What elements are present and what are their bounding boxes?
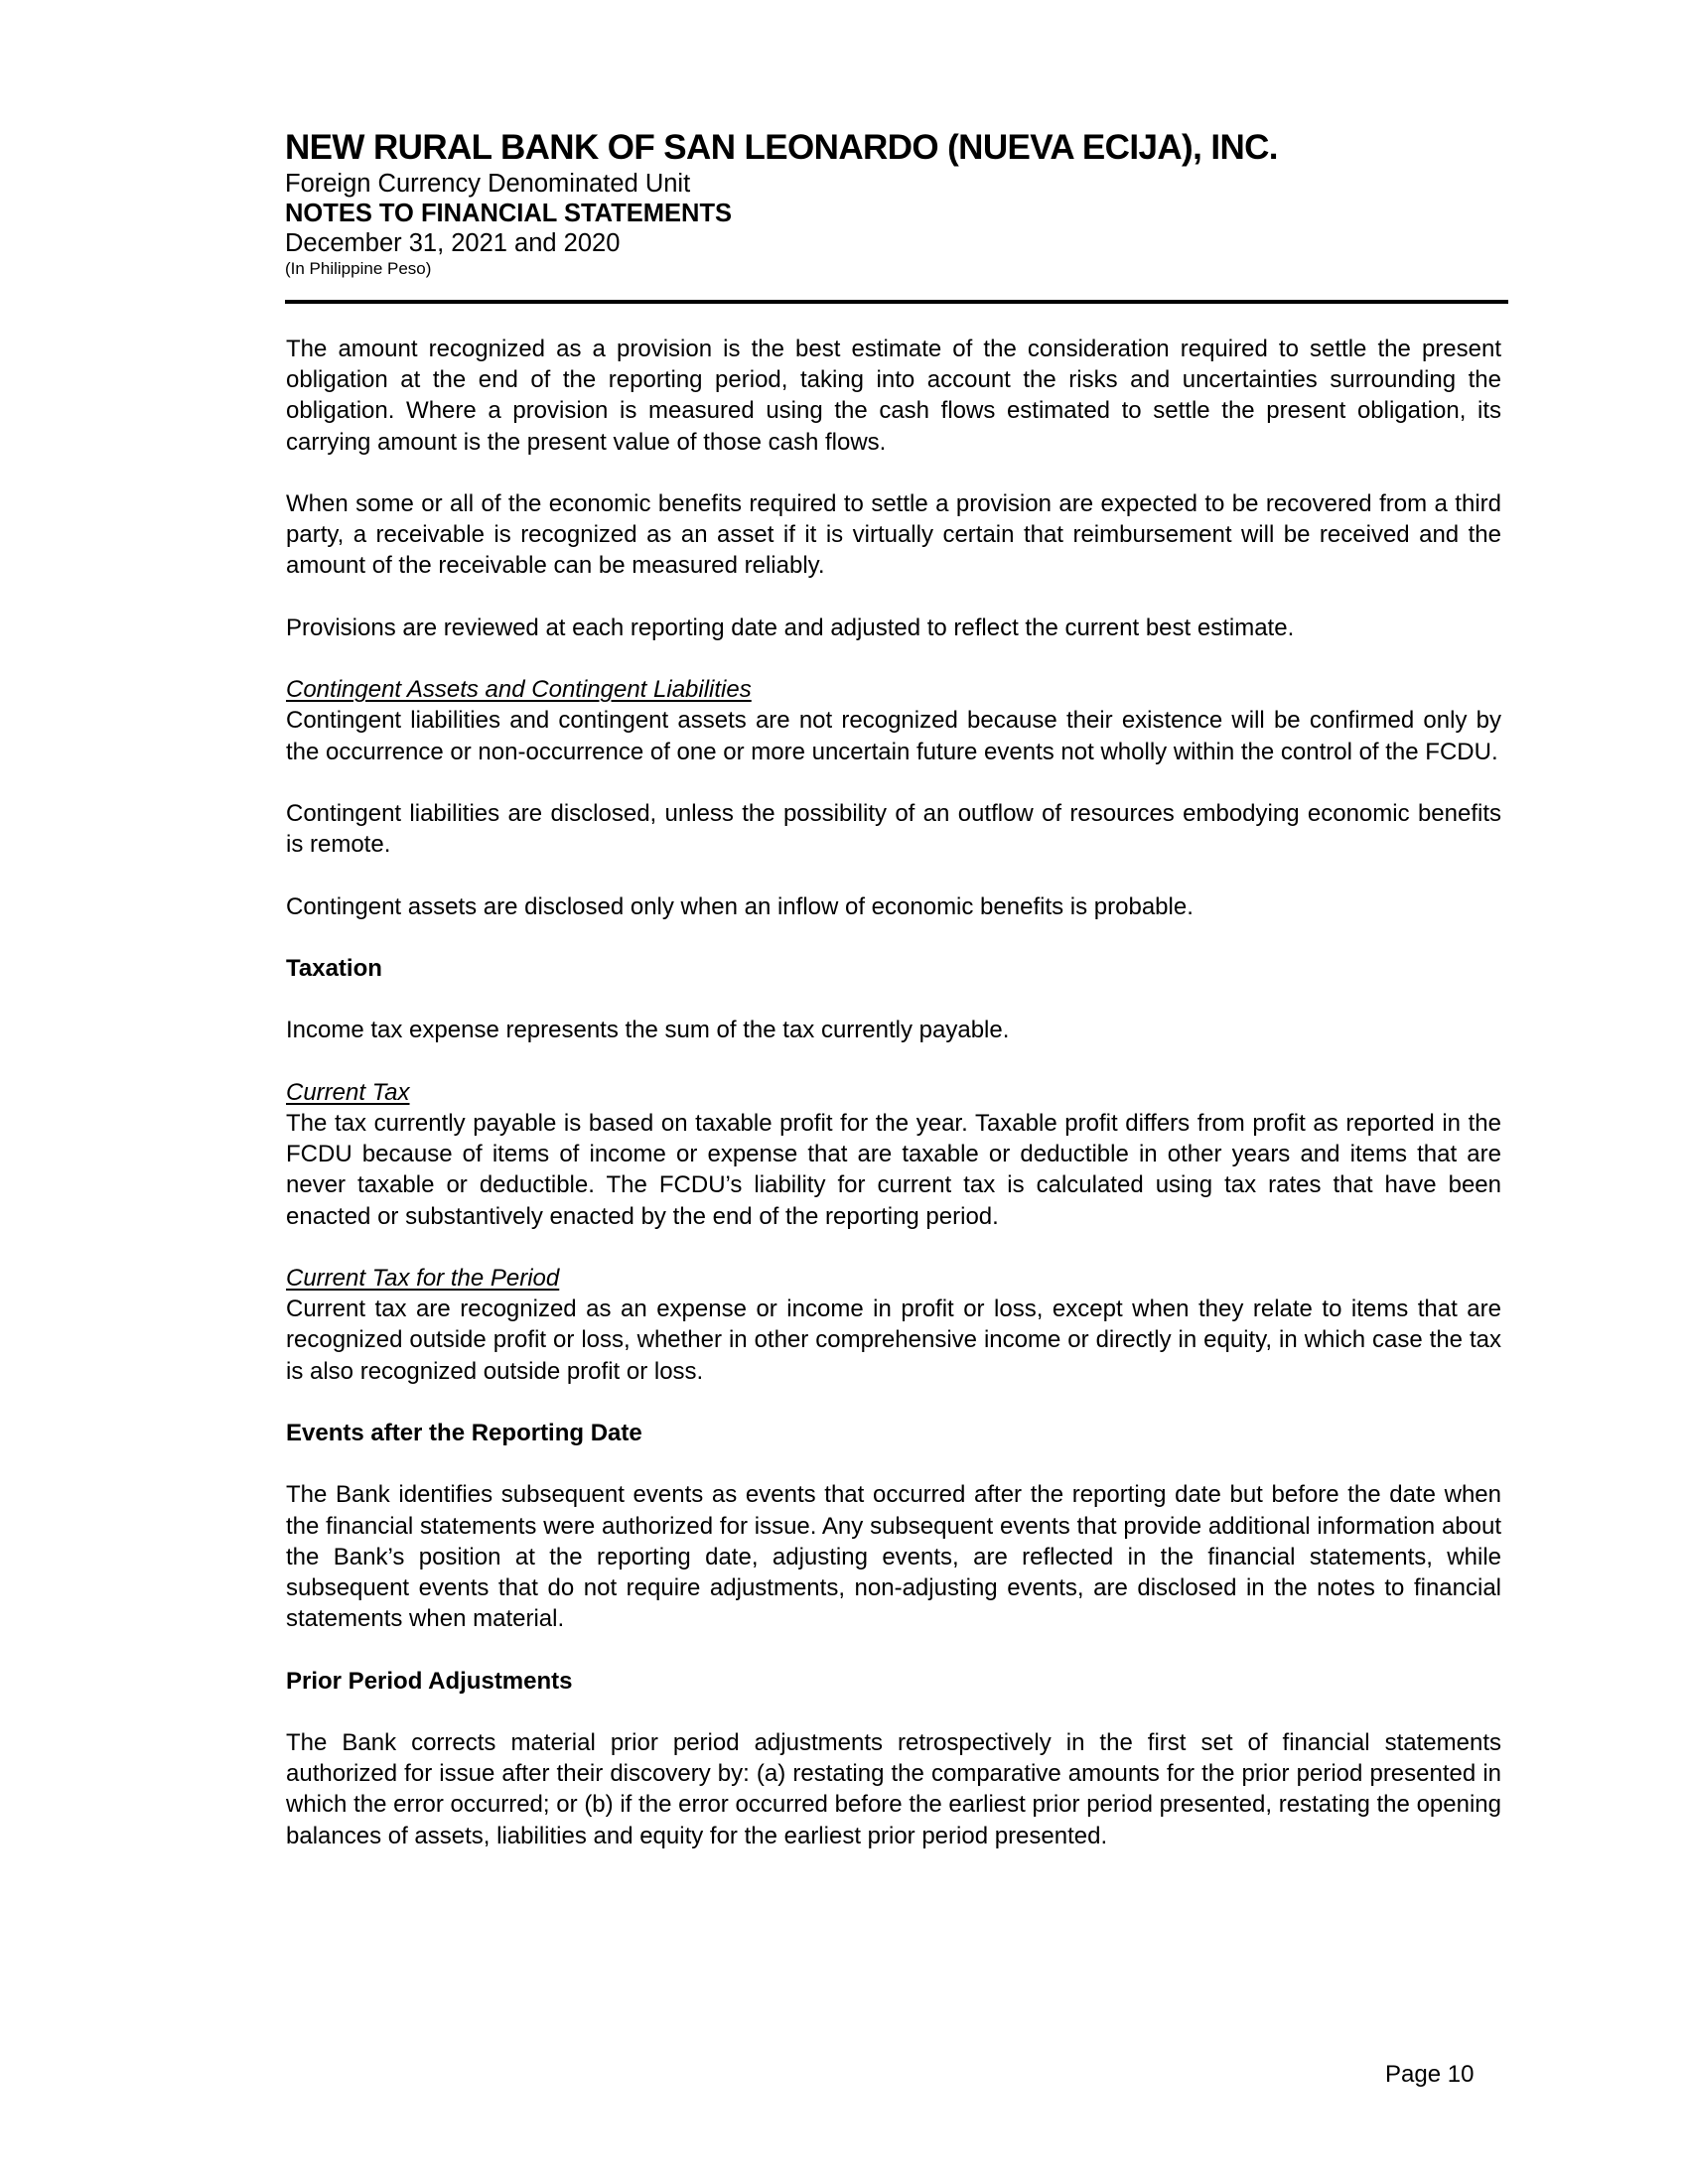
provisions-paragraph-2: When some or all of the economic benefits required to settle a provision are expected to be recovered from a third party, a receivable is recognized as an asset if it is virtually certain that reimbursement will be received and the amount of the receivable can be measured reliably. [286, 490, 1501, 580]
current-tax-period-paragraph: Current tax are recognized as an expense or income in profit or loss, except when they relate to items that are recognized outside profit or loss, whether in other comprehensive income or directly in equity, in which case the tax is also recognized outside profit or loss. [286, 1296, 1501, 1385]
provisions-paragraph-3: Provisions are reviewed at each reporting date and adjusted to reflect the current best estimate. [286, 614, 1295, 641]
prior-period-paragraph: The Bank corrects material prior period adjustments retrospectively in the first set of financial statements authorized for issue after their discovery by: (a) restating the comparative amounts for the prior period presented in which the error occurred; or (b) if the error occurred before the earliest prior period presented, restating the opening balances of assets, liabilities and equity for the earliest prior period presented. [286, 1728, 1501, 1849]
prior-period-section [286, 1666, 1501, 1851]
current-tax-period-subheading: Current Tax for the Period [286, 1264, 560, 1292]
events-after-heading: Events after the Reporting Date [286, 1419, 642, 1446]
taxation-intro: Income tax expense represents the sum of the tax currently payable. [286, 1017, 1010, 1044]
unit-name: Foreign Currency Denominated Unit [285, 170, 691, 198]
contingent-section [286, 674, 1501, 922]
current-tax-subheading: Current Tax [286, 1078, 410, 1106]
taxation-section [286, 953, 1501, 1387]
reporting-period: December 31, 2021 and 2020 [285, 229, 621, 257]
header-divider [285, 300, 1508, 304]
taxation-heading: Taxation [286, 954, 382, 982]
notes-body [286, 334, 1501, 1882]
contingent-paragraph-1: Contingent liabilities and contingent assets are not recognized because their existence will be confirmed only by the occurrence or non-occurrence of one or more uncertain future events not wholly within the control of the FCDU. [286, 707, 1501, 765]
provisions-section [286, 334, 1501, 643]
events-after-section [286, 1418, 1501, 1634]
contingent-paragraph-3: Contingent assets are disclosed only when an inflow of economic benefits is probable. [286, 892, 1194, 920]
document-title: NOTES TO FINANCIAL STATEMENTS [285, 200, 733, 227]
provisions-paragraph-1: The amount recognized as a provision is the best estimate of the consideration required to settle the present obligation at the end of the reporting period, taking into account the risks and uncertainties surrounding the obligation. Where a provision is measured using the cash flows estimated to settle the present obligation, its carrying amount is the present value of those cash flows. [286, 336, 1501, 456]
current-tax-paragraph: The tax currently payable is based on taxable profit for the year. Taxable profit differs from profit as reported in the FCDU because of items of income or expense that are taxable or deductible in other years and items that are never taxable or deductible. The FCDU’s liability for current tax is calculated using tax rates that have been enacted or substantively enacted by the end of the reporting period. [286, 1109, 1501, 1230]
contingent-subheading: Contingent Assets and Contingent Liabilities [286, 676, 752, 704]
currency-note: (In Philippine Peso) [285, 259, 432, 278]
prior-period-heading: Prior Period Adjustments [286, 1667, 573, 1695]
company-name: NEW RURAL BANK OF SAN LEONARDO (NUEVA ECIJA), INC. [285, 128, 1278, 167]
contingent-paragraph-2: Contingent liabilities are disclosed, unless the possibility of an outflow of resources embodying economic benefits is remote. [286, 799, 1501, 859]
page-header [285, 127, 1508, 280]
page-number: Page 10 [1385, 2061, 1475, 2088]
events-after-paragraph: The Bank identifies subsequent events as events that occurred after the reporting date but before the date when the financial statements were authorized for issue. Any subsequent events that provide additional information about the Bank’s position at the reporting date, adjusting events, are reflected in the financial statements, while subsequent events that do not require adjustments, non-adjusting events, are disclosed in the notes to financial statements when material. [286, 1481, 1501, 1633]
